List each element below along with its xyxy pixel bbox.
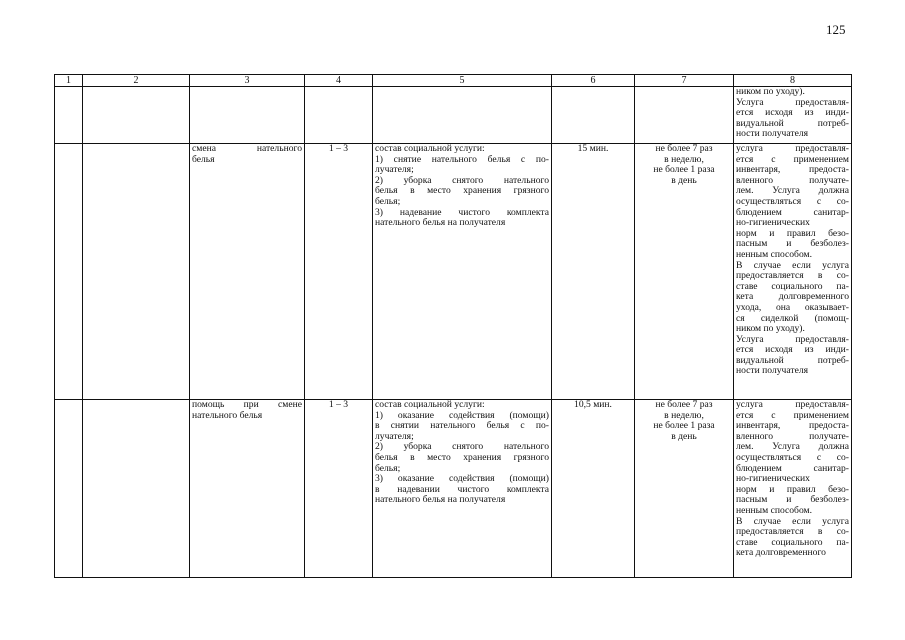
header-cell-5: 5 — [373, 75, 552, 87]
text-line: лучателя; — [375, 430, 414, 442]
text-line: инвентаря, предоста- — [736, 164, 849, 176]
text-line: ненным способом. — [736, 504, 813, 516]
cell-empty — [83, 400, 190, 578]
text-line: лучателя; — [375, 164, 414, 176]
text-line: инвентаря, предоста- — [736, 420, 849, 432]
header-cell-4: 4 — [305, 75, 373, 87]
text-line: ухода, она оказывает- — [736, 301, 849, 313]
text-line: в день — [671, 174, 697, 186]
cell-frequency — [635, 400, 734, 578]
cell-empty — [635, 87, 734, 144]
text-line: в неделю, — [664, 153, 704, 165]
cell-empty — [552, 87, 635, 144]
text-line: не более 7 раз — [655, 399, 713, 410]
text-line: услуга предоставля- — [736, 143, 849, 154]
text-line: лем. Услуга должна — [736, 185, 849, 197]
header-cell-3: 3 — [190, 75, 305, 87]
text-line: Услуга предоставля- — [736, 333, 849, 345]
text-line: предоставляется в со- — [736, 270, 849, 282]
header-cell-2: 2 — [83, 75, 190, 87]
header-row — [55, 75, 852, 87]
services-table — [54, 74, 852, 578]
text-line: 2) уборка снятого нательного — [375, 174, 549, 186]
cell-empty — [55, 144, 83, 400]
text-line: белья; — [375, 462, 401, 474]
text-line: Услуга предоставля- — [736, 96, 849, 108]
text-line: ется исходя из инди- — [736, 344, 849, 356]
text-line: ником по уходу). — [736, 86, 805, 97]
text-line: ется исходя из инди- — [736, 107, 849, 119]
text-line: в надевании чистого комплекта — [375, 483, 549, 495]
text-line: вленного получате- — [736, 174, 849, 186]
text-line: услуга предоставля- — [736, 399, 849, 410]
text-line: предоставляется в со- — [736, 526, 849, 538]
cell-notes — [734, 87, 852, 144]
text-line: пасным и безболез- — [736, 494, 849, 506]
text-line: ником по уходу). — [736, 323, 805, 335]
text-line: нательного белья на получателя — [375, 494, 506, 506]
cell-duration: 10,5 мин. — [552, 400, 635, 578]
text-line: ненным способом. — [736, 248, 813, 260]
text-line: не более 1 раза — [653, 420, 715, 432]
cell-empty — [83, 87, 190, 144]
text-line: 1) снятие нательного белья с по- — [375, 153, 549, 165]
text-line: не более 7 раз — [655, 143, 713, 154]
cell-frequency — [635, 144, 734, 400]
text-line: белья в место хранения грязного — [375, 185, 549, 197]
text-line: видуальной потреб- — [736, 117, 849, 129]
cell-empty — [190, 87, 305, 144]
text-line: в день — [671, 430, 697, 442]
text-line: кета долговременного — [736, 291, 849, 303]
text-line: блюдением санитар- — [736, 462, 849, 474]
cell-notes — [734, 400, 852, 578]
text-line: не более 1 раза — [653, 164, 715, 176]
text-line: осуществляться с со- — [736, 195, 849, 207]
table-row-underwear-change-assist — [55, 400, 852, 578]
cell-notes — [734, 144, 852, 400]
text-line: белья; — [375, 195, 401, 207]
table-row-continuation — [55, 87, 852, 144]
text-line: лем. Услуга должна — [736, 441, 849, 453]
cell-empty — [55, 87, 83, 144]
text-line: 1) оказание содействия (помощи) — [375, 409, 549, 421]
text-line: ности получателя — [736, 365, 809, 377]
text-line: белья в место хранения грязного — [375, 451, 549, 463]
text-line: нательного белья на получателя — [375, 217, 506, 229]
text-line: норм и правил безо- — [736, 483, 849, 495]
cell-composition — [373, 400, 552, 578]
text-line: ется с применением — [736, 153, 849, 165]
table-row-underwear-change — [55, 144, 852, 400]
text-line: ся сиделкой (помощ- — [736, 312, 849, 324]
text-line: осуществляться с со- — [736, 451, 849, 463]
text-line: но-гигиенических — [736, 217, 810, 229]
text-line: 3) оказание содействия (помощи) — [375, 473, 549, 485]
text-line: пасным и безболез- — [736, 238, 849, 250]
text-line: В случае если услуга — [736, 515, 849, 527]
page-number: 125 — [826, 22, 846, 37]
text-line: но-гигиенических — [736, 473, 810, 485]
header-cell-8: 8 — [734, 75, 852, 87]
text-line: в неделю, — [664, 409, 704, 421]
text-line: состав социальной услуги: — [375, 143, 485, 154]
header-cell-7: 7 — [635, 75, 734, 87]
text-line: 3) надевание чистого комплекта — [375, 206, 549, 218]
cell-duration: 15 мин. — [552, 144, 635, 400]
text-line: ставе социального па- — [736, 536, 849, 548]
text-line: блюдением санитар- — [736, 206, 849, 218]
text-line: 2) уборка снятого нательного — [375, 441, 549, 453]
cell-empty — [373, 87, 552, 144]
cell-service-name — [190, 144, 305, 400]
cell-service-name — [190, 400, 305, 578]
cell-empty — [305, 87, 373, 144]
cell-empty — [83, 144, 190, 400]
header-cell-6: 6 — [552, 75, 635, 87]
header-cell-1: 1 — [55, 75, 83, 87]
text-line: кета долговременного — [736, 547, 826, 559]
text-line: состав социальной услуги: — [375, 399, 485, 410]
text-line: помощь при смене — [192, 399, 302, 410]
text-line: норм и правил безо- — [736, 227, 849, 239]
text-line: вленного получате- — [736, 430, 849, 442]
text-line: ности получателя — [736, 128, 809, 140]
text-line: белья — [192, 153, 215, 165]
text-line: смена нательного — [192, 143, 302, 154]
text-line: нательного белья — [192, 409, 263, 421]
cell-group: 1 – 3 — [305, 400, 373, 578]
cell-empty — [55, 400, 83, 578]
cell-composition — [373, 144, 552, 400]
text-line: В случае если услуга — [736, 259, 849, 271]
text-line: ется с применением — [736, 409, 849, 421]
text-line: видуальной потреб- — [736, 354, 849, 366]
text-line: в снятии нательного белья с по- — [375, 420, 549, 432]
text-line: ставе социального па- — [736, 280, 849, 292]
cell-group: 1 – 3 — [305, 144, 373, 400]
